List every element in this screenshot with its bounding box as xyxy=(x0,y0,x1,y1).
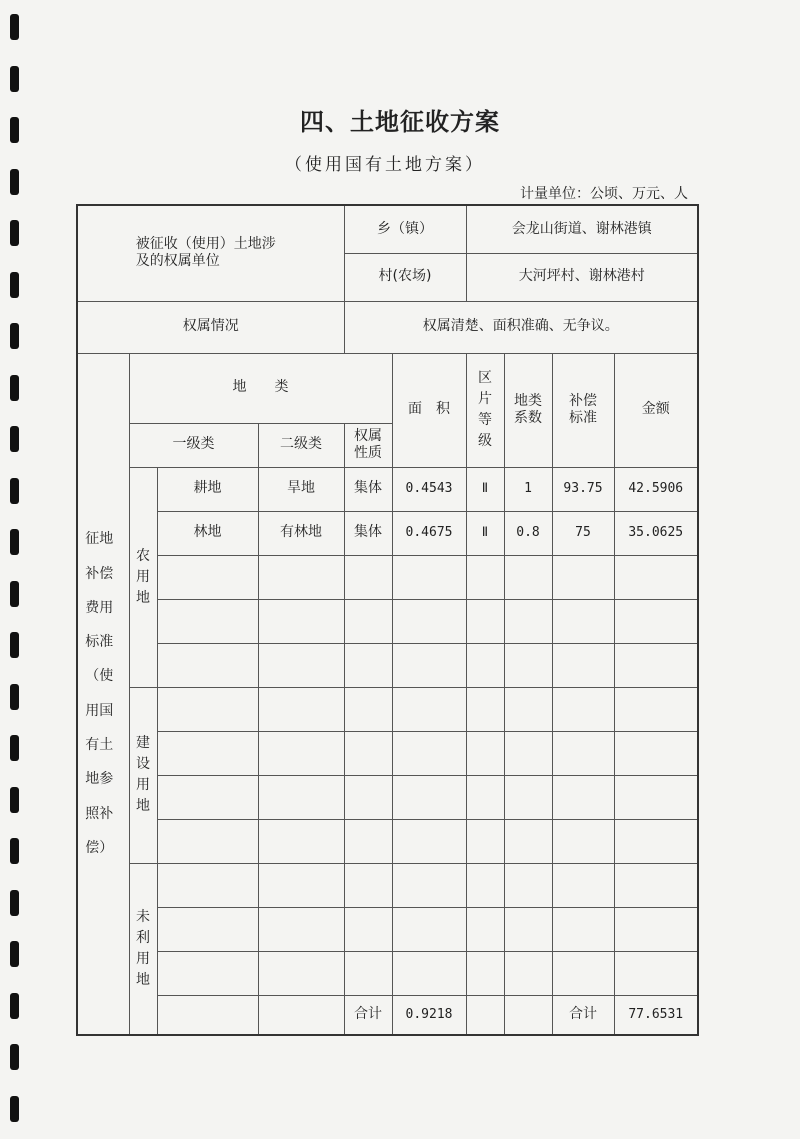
binding-hole xyxy=(10,838,19,864)
row1-level1: 耕地 xyxy=(157,467,258,511)
rights-value: 权属清楚、面积准确、无争议。 xyxy=(344,301,698,353)
row1-amount: 42.5906 xyxy=(614,467,698,511)
town-label: 乡（镇） xyxy=(344,205,466,253)
binding-hole xyxy=(10,890,19,916)
row1-standard: 93.75 xyxy=(552,467,614,511)
binding-hole xyxy=(10,1096,19,1122)
table-row xyxy=(77,731,698,775)
expropriation-table xyxy=(76,204,699,1036)
ownership-label-cell xyxy=(77,205,344,301)
document-title: 四、土地征收方案 xyxy=(300,108,500,136)
binding-hole xyxy=(10,272,19,298)
group-agri-label: 农用地 xyxy=(136,547,150,606)
header-nature-cell xyxy=(344,423,392,467)
header-coef-cell xyxy=(504,353,552,467)
compensation-side-cell xyxy=(77,353,129,1035)
row2-standard: 75 xyxy=(552,511,614,555)
header-level2: 二级类 xyxy=(258,423,344,467)
binding-hole xyxy=(10,993,19,1019)
header-standard-cell xyxy=(552,353,614,467)
binding-hole xyxy=(10,941,19,967)
binding-hole xyxy=(10,375,19,401)
row1-coef: 1 xyxy=(504,467,552,511)
binding-hole xyxy=(10,426,19,452)
row1-zone: Ⅱ xyxy=(466,467,504,511)
binding-hole xyxy=(10,787,19,813)
binding-hole xyxy=(10,632,19,658)
total-amount-label: 合计 xyxy=(552,995,614,1035)
group-agri-cell xyxy=(129,467,157,687)
header-nature: 权属性质 xyxy=(354,427,382,461)
row2-amount: 35.0625 xyxy=(614,511,698,555)
binding-hole xyxy=(10,1044,19,1070)
header-amount: 金额 xyxy=(614,353,698,467)
binding-hole xyxy=(10,478,19,504)
binding-hole xyxy=(10,220,19,246)
village-value: 大河坪村、谢林港村 xyxy=(466,253,698,301)
town-value: 会龙山街道、谢林港镇 xyxy=(466,205,698,253)
header-zone: 区片等级 xyxy=(478,370,492,449)
binding-hole xyxy=(10,581,19,607)
compensation-side-label: 征地补偿费用标准（使用国有土地参照补偿） xyxy=(85,531,114,856)
header-level1: 一级类 xyxy=(129,423,258,467)
binding-hole xyxy=(10,529,19,555)
header-standard: 补偿标准 xyxy=(569,392,597,426)
total-row xyxy=(77,995,698,1035)
measurement-unit: 计量单位：公顷、万元、人 xyxy=(520,186,688,202)
rights-label: 权属情况 xyxy=(77,301,344,353)
table-row xyxy=(77,555,698,599)
group-build-cell xyxy=(129,687,157,863)
binding-hole xyxy=(10,684,19,710)
header-coef: 地类系数 xyxy=(514,392,542,426)
binding-hole xyxy=(10,66,19,92)
total-amount: 77.6531 xyxy=(614,995,698,1035)
total-area: 0.9218 xyxy=(392,995,466,1035)
document-subtitle: （使用国有土地方案） xyxy=(285,155,485,175)
table-row xyxy=(77,907,698,951)
row2-zone: Ⅱ xyxy=(466,511,504,555)
ownership-label: 被征收（使用）土地涉及的权属单位 xyxy=(135,235,276,270)
row1-nature: 集体 xyxy=(344,467,392,511)
row2-level2: 有林地 xyxy=(258,511,344,555)
table-row xyxy=(77,643,698,687)
row2-area: 0.4675 xyxy=(392,511,466,555)
table-row xyxy=(77,819,698,863)
row1-level2: 旱地 xyxy=(258,467,344,511)
binding-hole xyxy=(10,323,19,349)
group-build-label: 建设用地 xyxy=(136,735,150,814)
group-unused-cell xyxy=(129,863,157,1035)
binding-hole xyxy=(10,14,19,40)
row1-area: 0.4543 xyxy=(392,467,466,511)
binding-hole xyxy=(10,735,19,761)
header-zone-cell xyxy=(466,353,504,467)
row2-coef: 0.8 xyxy=(504,511,552,555)
row2-nature: 集体 xyxy=(344,511,392,555)
row2-level1: 林地 xyxy=(157,511,258,555)
header-area: 面 积 xyxy=(392,353,466,467)
table-row xyxy=(77,951,698,995)
village-label: 村(农场) xyxy=(344,253,466,301)
total-area-label: 合计 xyxy=(344,995,392,1035)
group-unused-label: 未利用地 xyxy=(136,908,150,988)
header-land-type: 地 类 xyxy=(129,353,392,423)
table-row xyxy=(77,599,698,643)
table-row xyxy=(77,775,698,819)
